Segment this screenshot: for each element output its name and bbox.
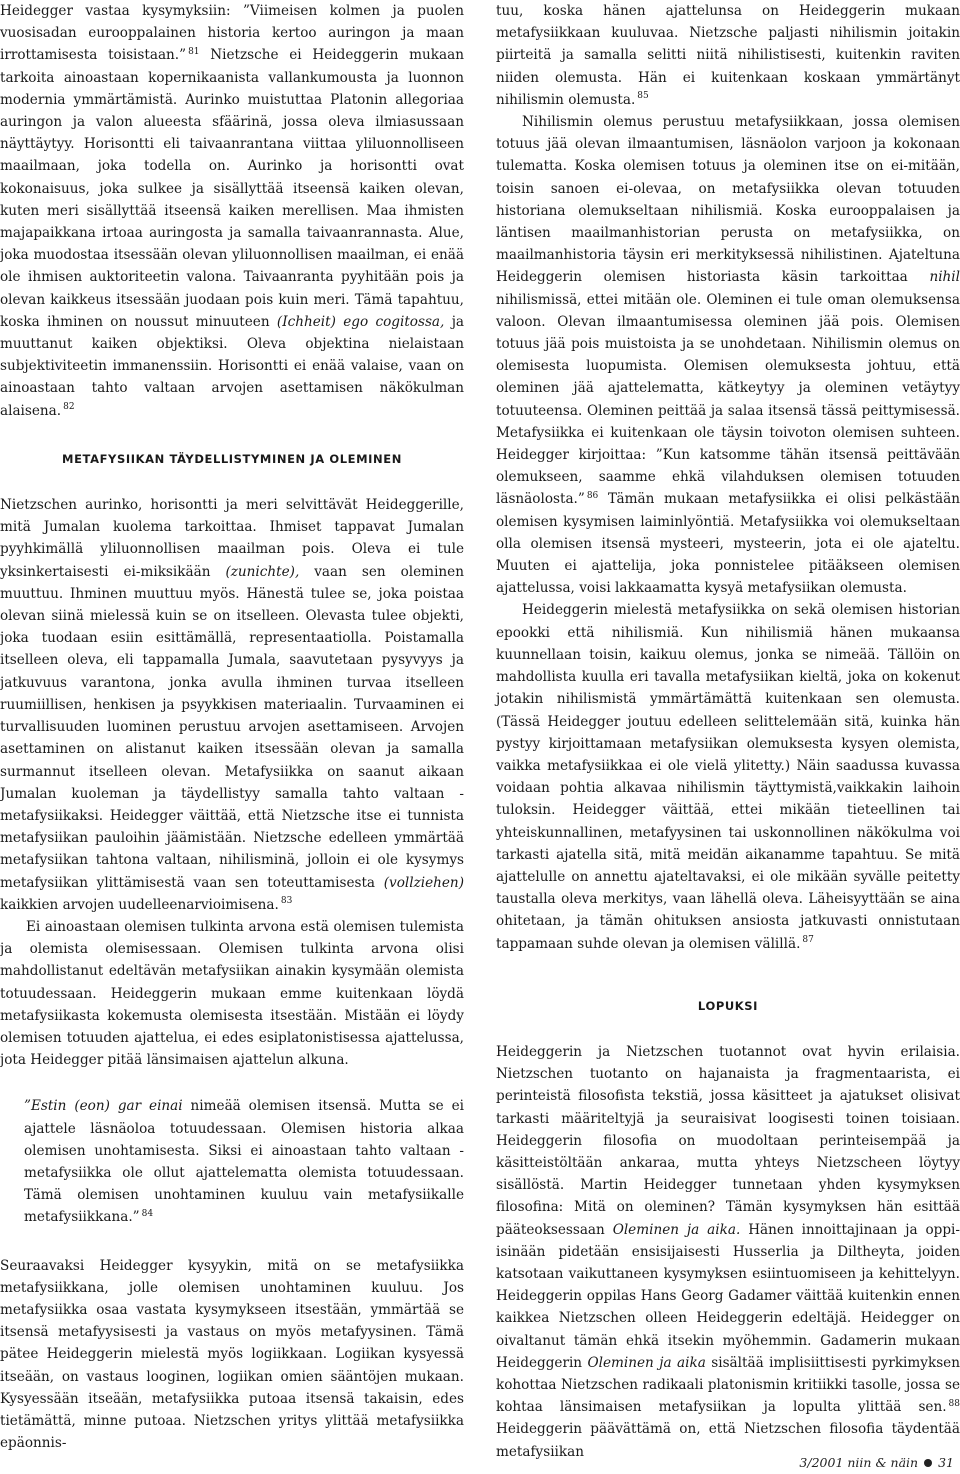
text-run: Hänen innoittajinaan ja oppi-isinään pidetään ensisijaisesti Husserlia ja Diltheyta, joiden katsotaan vaikuttaneen kysymyksen esiintuomiseen ja kehittelyyn. Heideggerin oppilas Hans Georg Gadamer väittää kuitenkin ennen kaikkea Nietzschen olleen Heideggerin edeltäjä. Heidegger on oivaltanut tämän ehkä itsekin myöhemmin. Gadamerin mukaan Heideggerin xyxy=(496,1221,960,1371)
paragraph xyxy=(0,0,464,422)
emphasis: (zunichte), xyxy=(225,563,300,580)
text-run: nimeää olemisen itsensä. Mutta se ei ajattele läsnäoloa totuudessaan. Olemisen historia alkaa olemisen unohtamisesta. Siksi ei ainoastaan tahto valtaan -metafysiikka ole ollut ajattelematta olemista totuudessaan. Tämä olemisen unohtaminen kuuluu vain metafysiikalle metafysiikkana.” xyxy=(24,1098,464,1226)
text-run: sisältää implisiittisesti pyrkimyksen kohottaa Nietzschen radikaali platonismin kritiikki tasolle, jossa se kohtaa länsimaisen metafysiikan ja lopulta ylittää sen. xyxy=(496,1354,960,1416)
emphasis: Oleminen ja aika xyxy=(587,1354,706,1371)
paragraph xyxy=(496,111,960,599)
right-column xyxy=(496,0,960,1463)
paragraph: Seuraavaksi Heidegger kysyykin, mitä on se metafysiikka metafysiikkana, jolle olemisen unohtaminen kuuluu. Jos metafysiikka osaa vastata kysymykseen itsestään, ymmärtää se itsensä metafyysisesti ja vastaus on myös metafyysinen. Tämä pätee Heideggerin mielestä myös logiikkaan. Logiikan kysyessä itseään, on vastaus looginen, logiikan omien sääntöjen mukaan. Kysyessään itseään, metafysiikka putoaa itsensä takaisin, edes tietämättä, minne putoaa. Nietzschen yritys ylittää metafysiikka epäonnis- xyxy=(0,1257,464,1452)
block-quote xyxy=(24,1095,464,1228)
text-run: Tämän mukaan metafysiikka ei olisi pelkästään olemisen kysymisen laiminlyöntiä. Metafysiikka voi olemukseltaan olla olemisen itsensä mysteeri, mysteerin, jota ei ole ajateltu. Muuten ei ajattelija, joka ponnistelee pitääkseen olemisen ajattelussa, voisi lakkaamatta kysyä metafysiikan olemusta. xyxy=(496,491,960,597)
emphasis: ”Estin (eon) gar einai xyxy=(24,1098,183,1115)
footnote-ref[interactable]: 85 xyxy=(637,91,649,102)
text-run: tuu, koska hänen ajattelunsa on Heideggerin mukaan metafysiikkaan kuuluvaa. Nietzsche paljasti nihilismin joitakin piirteitä ja samalla selitti niitä nihilistisesti, kuitenkin raviten niiden olemusta. Hän ei kuitenkaan koskaan ymmärtänyt nihilismin olemusta. xyxy=(496,3,960,108)
page-number: 31 xyxy=(938,1455,954,1470)
section-heading: METAFYSIIKAN TÄYDELLISTYMINEN JA OLEMINEN xyxy=(62,451,402,466)
bullet-icon xyxy=(924,1459,932,1467)
left-column xyxy=(0,0,464,1454)
emphasis: (Ichheit) ego cogitossa, xyxy=(276,313,445,330)
footnote-ref[interactable]: 82 xyxy=(63,402,75,413)
emphasis: (vollziehen) xyxy=(383,874,464,891)
paragraph xyxy=(496,599,960,954)
text-run: Heidegger vastaa kysymyksiin: ”Viimeisen kolmen ja puolen vuosisadan eurooppalainen historia kertoo auringon ja maan irrottamisesta toisistaan.” xyxy=(0,3,464,64)
text-run: ja muuttanut kaiken objektiksi. Oleva objektina nielaistaan subjektiviteetin immanenssiin. Horisontti ei enää valaise, vaan on ainoastaan tahto valtaan arvojen asettamisen näkökulman alaisena. xyxy=(0,313,465,419)
paragraph xyxy=(0,494,464,916)
footnote-ref[interactable]: 88 xyxy=(948,1398,960,1409)
paragraph xyxy=(496,0,960,111)
text-run: Heideggerin ja Nietzschen tuotannot ovat hyvin erilaisia. Nietzschen tuotanto on hajanaista ja fragmentaarista, ei perinteistä filosofista tekstiä, jossa käsitteet ja ajatukset olisivat tarkasti määriteltyjä ja seuraisivat loogisesti toinen toisiaan. Heideggerin filosofia on muodoltaan perinteisempää ja käsitteistöltään ankaraa, mutta yhteys Nietzscheen löytyy sisällöstä. Martin Heidegger tunnetaan yhden kysymyksen filosofina: Mitä on oleminen? Tämän kysymyksen hän esittää pääteoksessaan xyxy=(496,1043,960,1238)
emphasis: Oleminen ja aika. xyxy=(612,1221,741,1238)
emphasis: nihil xyxy=(929,269,960,286)
text-run: Heideggerin mielestä metafysiikka on sekä olemisen historian epookki että nihilismiä. Kun nihilismiä hänen mukaansa kuunnellaan toisin, kaikuu olemus, jonka se nimeää. Tällöin on mahdollista kuulla eri tavalla metafysiikan kieltä, joka on kokenut jotakin nihilismistä ymmärtämättä kuitenkaan sen olemusta. (Tässä Heidegger joutuu edelleen selittelemään sitä, kuinka hän pystyy kirjoittamaan metafysiikan olemuksesta kysyen olemista, vaikka metafysiikkaa ei ole vielä ylitetty.) Näin saadussa kuvassa voidaan pohtia alkavaa nihilismin täyttymistä,vaikkakin laihoin tuloksin. Heidegger väittää, ettei mikään tieteellinen tai yhteiskunnallinen, metafyysinen tai uskonnollinen näkökulma voi tarkasti ajatella sitä, mitä meidän aikanamme tapahtuu. Se mitä ajattelulle on annettu ajateltavaksi, ei ole mikään syvälle peitetty taustalla oleva merkitys, vaan lähellä oleva. Läheisyyttään se aina ohitetaan, ja tämän ohituksen ansiosta jatkuvasti onnistutaan tappamaan suhde olevan ja olemisen välillä. xyxy=(496,602,960,952)
text-run: Nihilismin olemus perustuu metafysiikkaan, jossa olemisen totuus jää olevan ilmaantumisen, läsnäolon varjoon ja kokonaan tulematta. Koska olemisen totuus ja oleminen itse on ei-mitään, toisin sanoen ei-olevaa, on metafysiikka olevan totuuden historiana olemukseltaan nihilismiä. Koska eurooppalaisen ja läntisen maailmanhistorian perusta on metafysiikka, on maailmanhistoria täysin eri merkityksessä nihilistinen. Ajateltuna Heideggerin olemisen historiasta käsin tarkoittaa xyxy=(496,114,960,286)
footnote-ref[interactable]: 81 xyxy=(188,46,200,57)
footnote-ref[interactable]: 86 xyxy=(586,490,599,501)
page-footer xyxy=(799,1455,954,1470)
text-run: Nietzschen aurinko, horisontti ja meri selvittävät Heideggerille, mitä Jumalan kuolema tarkoittaa. Ihmiset tappavat Jumalan pyyhkimällä yliluonnollisen maailman pois. Oleva ei tule yksinkertaisesti ei-miksikään xyxy=(0,497,464,580)
paragraph xyxy=(496,1041,960,1463)
text-run: Nietzsche ei Heideggerin mukaan tarkoita ainoastaan kopernikaanista vallankumousta ja luonnon modernia ymmärtämistä. Aurinko muistuttaa Platonin allegoriaa auringon ja valon alueesta sfäärinä, jossa oleva ilmiasussaan näyttäytyy. Horisontti eli taivaanrantana viittaa yliluonnolliseen maailmaan, joka todella on. Aurinko ja horisontti ovat kokonaisuus, joka sulkee ja sisällyttää itseensä kaiken olevan, kuten meri sisällyttää itseensä kaiken merellisen. Maa ihmisten majapaikkana irtoaa auringosta ja samalla taivaanrannasta. Alue, joka muodostaa itsessään olevan yliluonnollisen maailman, ei enää ole ihmisen auktoriteetin valona. Taivaanranta pyyhitään pois ja olevan kaikkeus itsessään juodaan pois kuin meri. Tämä tapahtuu, koska ihminen on noussut minuuteen xyxy=(0,47,464,330)
footnote-ref[interactable]: 87 xyxy=(802,935,814,945)
paragraph: Ei ainoastaan olemisen tulkinta arvona estä olemisen tulemista ja olemista olemisessaan. Olemisen tulkinta arvona olisi mahdollistanut edeltävän metafysiikan ainakin kysymään olemista totuudessaan. Heideggerin mukaan emme kuitenkaan löydä metafysiikasta kokemusta olemisesta itsestään. Mistään ei löydy olemisen totuuden ajattelua, ei edes esiplatonistisessa ajattelussa, jota Heidegger pitää länsimaisen ajattelun alkuna. xyxy=(0,918,464,1069)
section-heading: LOPUKSI xyxy=(697,998,759,1013)
text-run: nihilismissä, ettei mitään ole. Oleminen ei tule oman olemuksensa valoon. Olevan ilmaantumisessa oleminen jää pois. Olemisen totuus jää pois muistoista ja se unohdetaan. Nihilismin olemus on olemisesta luopumista. Olemisen olemuksesta johtuu, että oleminen jää ajattelematta, kätkeytyy ja oleminen vetäytyy totuuteensa. Oleminen peittää ja salaa itsensä tässä peittymisessä. Metafysiikka ei kuitenkaan ole täysin toivoton olemisen suhteen. Heidegger kirjoittaa: ”Kun katsomme tähän itsensä peittävään olemukseen, saamme ehkä vilahduksen olemisen totuuden läsnäolosta.” xyxy=(496,291,960,508)
text-run: vaan sen oleminen muuttuu. Ihminen muuttuu myös. Hänestä tulee se, joka poistaa olevan siinä mielessä kuin se on itselleen. Olevasta tulee objekti, joka tuodaan esiin esittämällä, representaatiolla. Poistamalla itselleen oleva, eli tappamalla Jumala, saavutetaan pysyvyys ja jatkuvuus varantona, jonka avulla ihminen turvaa itselleen ruumiillisen, henkisen ja psyykkisen materiaalin. Turvaaminen ei turvallisuuden luominen perustuu arvojen asettamiseen. Arvojen asettaminen on alistanut kaiken itsessään olevan ja samalla surmannut itselleen olevan. Metafysiikka on saanut aikaan Jumalan kuoleman ja täydellistyy samalla tahto valtaan -metafysiikaksi. Heidegger väittää, että Nietzsche itse ei tunnista metafysiikan pauloihin jäämistään. Nietzsche edelleen ymmärtää metafysiikan tahtona valtaan, nihilisminä, jolloin ei ole kysymys metafysiikan ylittämisestä vaan sen toteuttamisesta xyxy=(0,563,464,891)
issue-label: 3/2001 niin & näin xyxy=(799,1455,919,1470)
text-run: kaikkien arvojen uudelleenarvioimisena. xyxy=(0,896,279,913)
footnote-ref[interactable]: 84 xyxy=(141,1208,154,1219)
footnote-ref[interactable]: 83 xyxy=(280,896,293,907)
text-run: Heideggerin päävättämä on, että Nietzschen filosofia täydentää metafysiikan xyxy=(496,1421,960,1460)
